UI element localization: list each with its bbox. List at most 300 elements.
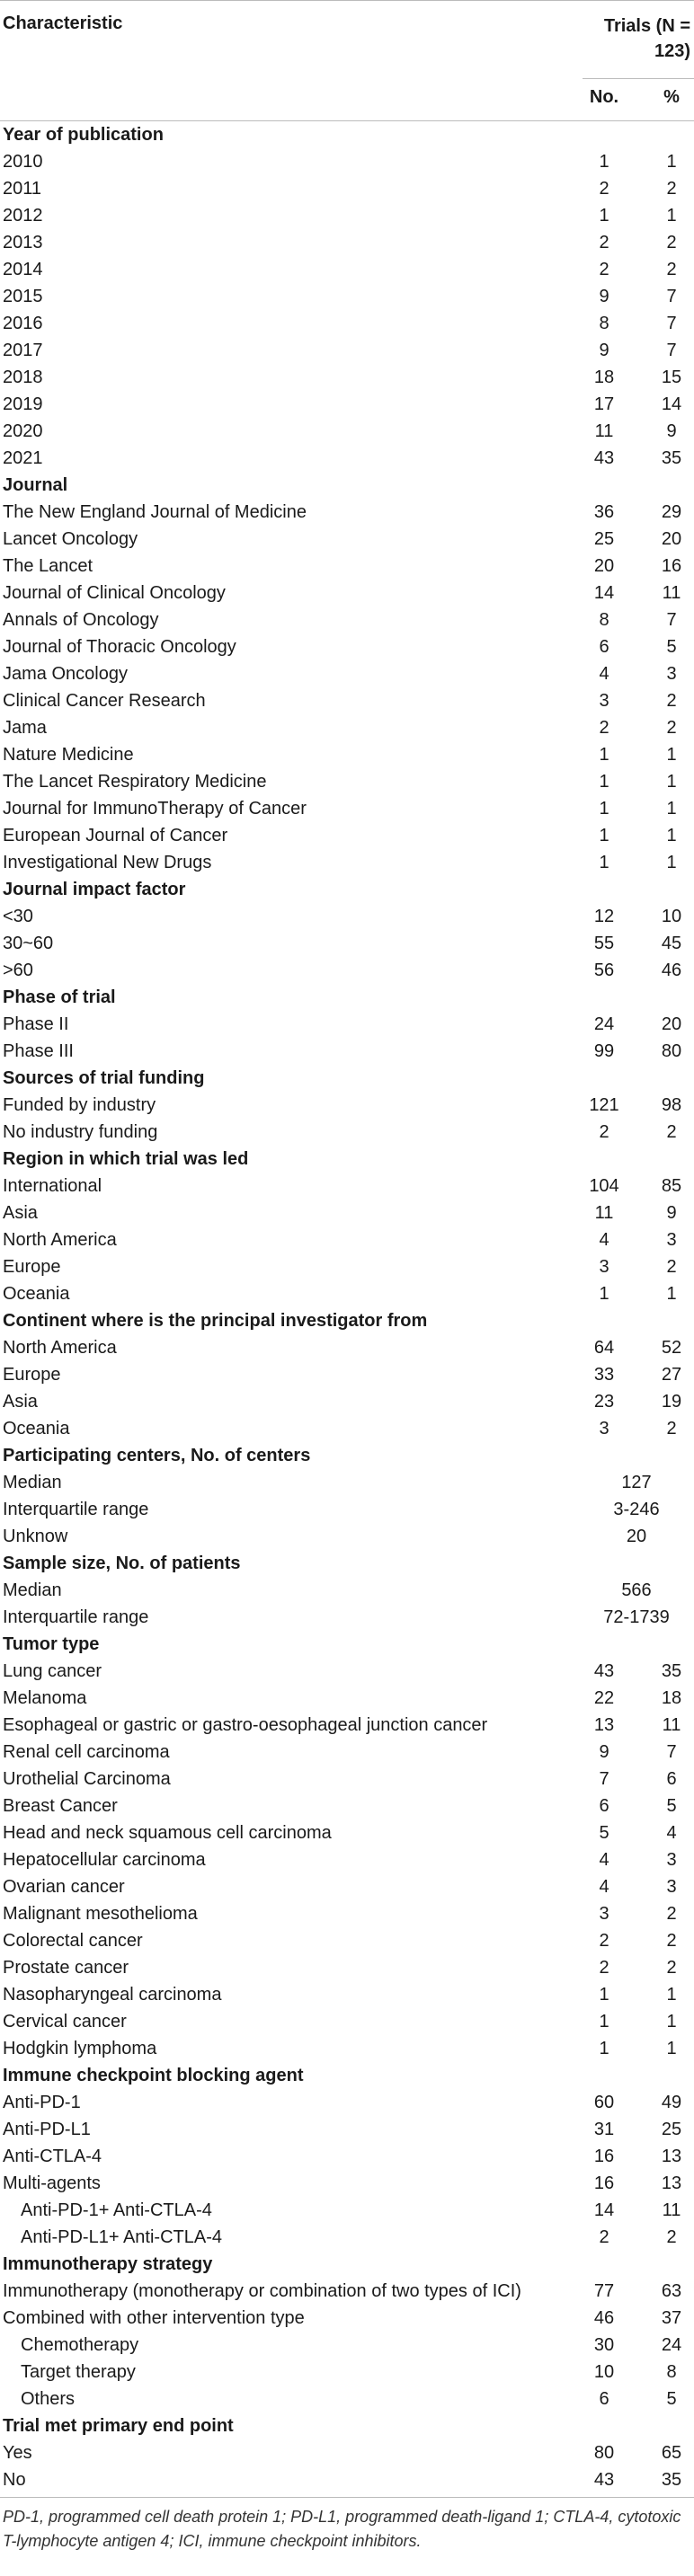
cell-count: 9 xyxy=(599,287,609,306)
cell-count: 23 xyxy=(593,1392,615,1412)
table-row xyxy=(0,1523,694,1550)
row-label: Hodgkin lymphoma xyxy=(3,2039,157,2058)
cell-count: 2 xyxy=(599,179,609,199)
cell-percent: 1 xyxy=(666,745,677,765)
table-row xyxy=(0,930,694,957)
row-label: 2018 xyxy=(3,367,43,387)
cell-count: 1 xyxy=(599,152,609,172)
cell-percent: 9 xyxy=(666,421,677,441)
table-row xyxy=(0,1388,694,1415)
table-row xyxy=(0,1927,694,1954)
cell-percent: 5 xyxy=(666,637,677,657)
cell-count: 25 xyxy=(593,529,615,549)
cell-count: 55 xyxy=(593,934,615,953)
table-row xyxy=(0,2008,694,2035)
row-label: 2017 xyxy=(3,341,43,360)
table-row xyxy=(0,849,694,876)
cell-percent: 2 xyxy=(666,1904,677,1924)
row-label: Cervical cancer xyxy=(3,2012,127,2032)
table-row xyxy=(0,1766,694,1793)
cell-count: 77 xyxy=(593,2281,615,2301)
section-heading-row xyxy=(0,472,694,499)
cell-percent: 7 xyxy=(666,1742,677,1762)
table-body xyxy=(0,121,694,2493)
table-row xyxy=(0,1280,694,1307)
table-row xyxy=(0,1685,694,1712)
cell-count: 1 xyxy=(599,2012,609,2032)
cell-value: 566 xyxy=(621,1580,652,1600)
row-label: Jama Oncology xyxy=(3,664,128,684)
cell-count: 3 xyxy=(599,1257,609,1277)
row-label: Asia xyxy=(3,1392,38,1412)
row-label: Malignant mesothelioma xyxy=(3,1904,198,1924)
cell-count: 20 xyxy=(593,556,615,576)
table-row xyxy=(0,2116,694,2143)
cell-count: 2 xyxy=(599,1931,609,1951)
table-row xyxy=(0,687,694,714)
row-label: Anti-CTLA-4 xyxy=(3,2147,102,2166)
cell-percent: 7 xyxy=(666,610,677,630)
cell-count: 3 xyxy=(599,1904,609,1924)
section-heading: Journal xyxy=(3,475,68,495)
cell-count: 14 xyxy=(593,2200,615,2220)
section-heading-row xyxy=(0,121,694,148)
cell-value: 20 xyxy=(626,1527,647,1546)
row-label: Oceania xyxy=(3,1284,70,1304)
cell-count: 9 xyxy=(599,341,609,360)
cell-percent: 14 xyxy=(661,394,682,414)
header-percent: % xyxy=(663,87,680,107)
row-label: Target therapy xyxy=(21,2362,136,2382)
row-label: Interquartile range xyxy=(3,1500,149,1519)
table-row xyxy=(0,337,694,364)
cell-percent: 2 xyxy=(666,179,677,199)
cell-percent: 1 xyxy=(666,152,677,172)
cell-count: 1 xyxy=(599,2039,609,2058)
table-row xyxy=(0,580,694,606)
table-row xyxy=(0,1173,694,1199)
cell-value: 72-1739 xyxy=(603,1607,670,1627)
cell-count: 56 xyxy=(593,960,615,980)
cell-count: 6 xyxy=(599,637,609,657)
cell-count: 3 xyxy=(599,1419,609,1438)
cell-percent: 15 xyxy=(661,367,682,387)
row-label: Journal of Thoracic Oncology xyxy=(3,637,236,657)
cell-percent: 3 xyxy=(666,664,677,684)
table-row xyxy=(0,606,694,633)
table-row xyxy=(0,795,694,822)
cell-count: 11 xyxy=(594,1203,614,1223)
table-footnote: PD-1, programmed cell death protein 1; PD-L1, programmed death-ligand 1; CTLA-4, cytotoxic T-lymphocyte antigen 4; ICI, immune checkpoint inhibitors. xyxy=(3,2508,681,2550)
cell-count: 60 xyxy=(593,2093,615,2112)
cell-percent: 1 xyxy=(666,799,677,819)
cell-percent: 98 xyxy=(661,1095,682,1115)
cell-percent: 2 xyxy=(666,260,677,279)
table-row xyxy=(0,1954,694,1981)
row-label: Melanoma xyxy=(3,1688,87,1708)
cell-percent: 2 xyxy=(666,1958,677,1978)
row-label: Unknow xyxy=(3,1527,68,1546)
cell-count: 2 xyxy=(599,718,609,738)
table-row xyxy=(0,1739,694,1766)
cell-percent: 2 xyxy=(666,1931,677,1951)
cell-count: 3 xyxy=(599,691,609,711)
subitem-row xyxy=(0,2197,694,2224)
row-label: <30 xyxy=(3,907,33,926)
row-label: Urothelial Carcinoma xyxy=(3,1769,171,1789)
row-label: Investigational New Drugs xyxy=(3,853,212,872)
cell-percent: 2 xyxy=(666,1419,677,1438)
row-label: 2013 xyxy=(3,233,43,252)
cell-percent: 11 xyxy=(662,583,681,603)
row-label: Median xyxy=(3,1473,62,1492)
cell-count: 31 xyxy=(593,2120,615,2139)
cell-percent: 20 xyxy=(661,1014,682,1034)
cell-percent: 18 xyxy=(661,1688,682,1708)
cell-percent: 1 xyxy=(666,853,677,872)
table-row xyxy=(0,445,694,472)
cell-percent: 7 xyxy=(666,287,677,306)
table-row xyxy=(0,526,694,553)
section-heading-row xyxy=(0,1550,694,1577)
row-label: No industry funding xyxy=(3,1122,158,1142)
row-label: Chemotherapy xyxy=(21,2335,139,2355)
row-label: Ovarian cancer xyxy=(3,1877,125,1897)
table-row xyxy=(0,1793,694,1819)
header-trials xyxy=(565,13,690,64)
table-row xyxy=(0,822,694,849)
table-row xyxy=(0,256,694,283)
table-row xyxy=(0,1253,694,1280)
cell-count: 8 xyxy=(599,610,609,630)
subitem-row xyxy=(0,2359,694,2386)
header-divider xyxy=(583,78,694,79)
row-label: Oceania xyxy=(3,1419,70,1438)
cell-value: 3-246 xyxy=(613,1500,660,1519)
row-label: The Lancet Respiratory Medicine xyxy=(3,772,267,792)
section-heading: Journal impact factor xyxy=(3,880,186,899)
table-row xyxy=(0,1334,694,1361)
table-row xyxy=(0,391,694,418)
row-label: 2011 xyxy=(3,179,42,199)
row-label: The Lancet xyxy=(3,556,93,576)
row-label: Head and neck squamous cell carcinoma xyxy=(3,1823,332,1843)
subitem-row xyxy=(0,2224,694,2251)
cell-count: 46 xyxy=(593,2308,615,2328)
cell-count: 24 xyxy=(593,1014,615,1034)
cell-count: 9 xyxy=(599,1742,609,1762)
section-heading-row xyxy=(0,1065,694,1092)
cell-percent: 11 xyxy=(662,2200,681,2220)
table-row xyxy=(0,1415,694,1442)
cell-percent: 1 xyxy=(666,2012,677,2032)
section-heading-row xyxy=(0,1631,694,1658)
section-heading: Immune checkpoint blocking agent xyxy=(3,2066,304,2085)
table-row xyxy=(0,1604,694,1631)
row-label: Renal cell carcinoma xyxy=(3,1742,170,1762)
cell-count: 16 xyxy=(593,2173,615,2193)
cell-count: 2 xyxy=(599,233,609,252)
cell-percent: 2 xyxy=(666,2227,677,2247)
row-label: Hepatocellular carcinoma xyxy=(3,1850,206,1870)
row-label: Phase III xyxy=(3,1041,74,1061)
table-row xyxy=(0,1846,694,1873)
cell-percent: 19 xyxy=(661,1392,682,1412)
row-label: Clinical Cancer Research xyxy=(3,691,206,711)
row-label: Breast Cancer xyxy=(3,1796,118,1816)
cell-percent: 2 xyxy=(666,691,677,711)
row-label: No xyxy=(3,2470,26,2490)
table-row xyxy=(0,310,694,337)
cell-count: 1 xyxy=(599,1284,609,1304)
row-label: >60 xyxy=(3,960,33,980)
row-label: International xyxy=(3,1176,102,1196)
table-row xyxy=(0,1469,694,1496)
cell-count: 121 xyxy=(589,1095,619,1115)
cell-percent: 27 xyxy=(661,1365,682,1385)
table-row xyxy=(0,1712,694,1739)
cell-percent: 6 xyxy=(666,1769,677,1789)
cell-percent: 9 xyxy=(666,1203,677,1223)
table-row xyxy=(0,660,694,687)
row-label: Annals of Oncology xyxy=(3,610,159,630)
cell-count: 2 xyxy=(599,2227,609,2247)
row-label: 2020 xyxy=(3,421,43,441)
table-row xyxy=(0,1900,694,1927)
cell-percent: 3 xyxy=(666,1877,677,1897)
cell-count: 1 xyxy=(599,826,609,845)
table-row xyxy=(0,148,694,175)
row-label: Lancet Oncology xyxy=(3,529,138,549)
header-no: No. xyxy=(589,87,619,107)
cell-count: 1 xyxy=(599,799,609,819)
table-row xyxy=(0,903,694,930)
cell-count: 18 xyxy=(593,367,615,387)
table-row xyxy=(0,1873,694,1900)
table-row xyxy=(0,714,694,741)
section-heading-row xyxy=(0,2062,694,2089)
cell-count: 12 xyxy=(593,907,615,926)
section-heading: Participating centers, No. of centers xyxy=(3,1446,311,1465)
cell-percent: 2 xyxy=(666,233,677,252)
cell-percent: 20 xyxy=(661,529,682,549)
table-row xyxy=(0,1199,694,1226)
row-label: Immunotherapy (monotherapy or combination of two types of ICI) xyxy=(3,2281,521,2301)
section-heading-row xyxy=(0,2412,694,2439)
table-row xyxy=(0,2305,694,2332)
cell-count: 2 xyxy=(599,260,609,279)
table-row xyxy=(0,418,694,445)
row-label: 2021 xyxy=(3,448,43,468)
cell-percent: 1 xyxy=(666,826,677,845)
row-label: 2012 xyxy=(3,206,43,226)
row-label: 2010 xyxy=(3,152,43,172)
cell-value: 127 xyxy=(621,1473,652,1492)
table-row xyxy=(0,283,694,310)
cell-percent: 35 xyxy=(661,2470,682,2490)
row-label: Others xyxy=(21,2389,76,2409)
table-row xyxy=(0,2035,694,2062)
cell-percent: 80 xyxy=(661,1041,682,1061)
row-label: North America xyxy=(3,1230,117,1250)
table-row xyxy=(0,175,694,202)
row-label: Anti-PD-L1 xyxy=(3,2120,91,2139)
cell-percent: 35 xyxy=(661,448,682,468)
row-label: Asia xyxy=(3,1203,38,1223)
section-heading: Continent where is the principal investigator from xyxy=(3,1311,428,1331)
cell-percent: 1 xyxy=(666,2039,677,2058)
cell-count: 22 xyxy=(593,1688,615,1708)
cell-count: 2 xyxy=(599,1122,609,1142)
table-row xyxy=(0,633,694,660)
section-heading: Phase of trial xyxy=(3,987,116,1007)
cell-percent: 7 xyxy=(666,341,677,360)
table-row xyxy=(0,2143,694,2170)
cell-count: 64 xyxy=(593,1338,615,1358)
cell-percent: 85 xyxy=(661,1176,682,1196)
cell-percent: 24 xyxy=(661,2335,682,2355)
cell-percent: 1 xyxy=(666,772,677,792)
cell-percent: 2 xyxy=(666,718,677,738)
cell-percent: 3 xyxy=(666,1230,677,1250)
table-row xyxy=(0,2170,694,2197)
row-label: Journal of Clinical Oncology xyxy=(3,583,226,603)
row-label: Combined with other intervention type xyxy=(3,2308,305,2328)
cell-count: 1 xyxy=(599,853,609,872)
cell-percent: 7 xyxy=(666,314,677,333)
row-label: Interquartile range xyxy=(3,1607,149,1627)
table-header xyxy=(0,0,694,121)
table-row xyxy=(0,499,694,526)
section-heading: Immunotherapy strategy xyxy=(3,2254,213,2274)
section-heading-row xyxy=(0,984,694,1011)
header-trials-line1: Trials (N = xyxy=(603,16,690,36)
cell-count: 1 xyxy=(599,1985,609,2005)
table-row xyxy=(0,2278,694,2305)
cell-count: 13 xyxy=(593,1715,615,1735)
cell-percent: 10 xyxy=(661,907,682,926)
table-row xyxy=(0,2466,694,2493)
cell-percent: 16 xyxy=(661,556,682,576)
cell-percent: 1 xyxy=(666,1985,677,2005)
table-row xyxy=(0,202,694,229)
row-label: Funded by industry xyxy=(3,1095,156,1115)
cell-count: 36 xyxy=(593,502,615,522)
cell-count: 5 xyxy=(599,1823,609,1843)
cell-count: 4 xyxy=(599,1877,609,1897)
cell-count: 1 xyxy=(599,745,609,765)
cell-count: 30 xyxy=(593,2335,615,2355)
row-label: Anti-PD-1+ Anti-CTLA-4 xyxy=(21,2200,212,2220)
cell-count: 2 xyxy=(599,1958,609,1978)
row-label: 2015 xyxy=(3,287,43,306)
table-row xyxy=(0,1226,694,1253)
cell-percent: 4 xyxy=(666,1823,677,1843)
table-row xyxy=(0,957,694,984)
cell-count: 1 xyxy=(599,206,609,226)
row-label: 2014 xyxy=(3,260,43,279)
section-heading: Region in which trial was led xyxy=(3,1149,249,1169)
row-label: Multi-agents xyxy=(3,2173,101,2193)
row-label: The New England Journal of Medicine xyxy=(3,502,307,522)
row-label: Lung cancer xyxy=(3,1661,102,1681)
row-label: Nasopharyngeal carcinoma xyxy=(3,1985,222,2005)
table-row xyxy=(0,1577,694,1604)
table-row xyxy=(0,768,694,795)
table-row xyxy=(0,1361,694,1388)
row-label: Esophageal or gastric or gastro-oesophageal junction cancer xyxy=(3,1715,488,1735)
section-heading-row xyxy=(0,2251,694,2278)
cell-count: 7 xyxy=(599,1769,609,1789)
table-row xyxy=(0,1496,694,1523)
cell-percent: 29 xyxy=(661,502,682,522)
cell-percent: 25 xyxy=(661,2120,682,2139)
section-heading-row xyxy=(0,1146,694,1173)
cell-percent: 3 xyxy=(666,1850,677,1870)
header-characteristic: Characteristic xyxy=(3,13,123,33)
cell-count: 43 xyxy=(593,2470,615,2490)
table-row xyxy=(0,2439,694,2466)
row-label: Europe xyxy=(3,1257,61,1277)
subitem-row xyxy=(0,2332,694,2359)
row-label: Phase II xyxy=(3,1014,69,1034)
table-row xyxy=(0,1658,694,1685)
subitem-row xyxy=(0,2386,694,2412)
cell-count: 4 xyxy=(599,1850,609,1870)
row-label: 2019 xyxy=(3,394,43,414)
cell-count: 33 xyxy=(593,1365,615,1385)
section-heading: Trial met primary end point xyxy=(3,2416,234,2436)
cell-count: 104 xyxy=(589,1176,619,1196)
row-label: 2016 xyxy=(3,314,43,333)
cell-percent: 5 xyxy=(666,2389,677,2409)
section-heading: Sample size, No. of patients xyxy=(3,1554,241,1573)
cell-count: 4 xyxy=(599,664,609,684)
section-heading-row xyxy=(0,1442,694,1469)
row-label: Median xyxy=(3,1580,62,1600)
cell-percent: 5 xyxy=(666,1796,677,1816)
cell-count: 8 xyxy=(599,314,609,333)
cell-count: 14 xyxy=(593,583,615,603)
table-row xyxy=(0,741,694,768)
cell-percent: 46 xyxy=(661,960,682,980)
cell-count: 4 xyxy=(599,1230,609,1250)
table-row xyxy=(0,1011,694,1038)
cell-percent: 8 xyxy=(666,2362,677,2382)
table-row xyxy=(0,1819,694,1846)
table-row xyxy=(0,1038,694,1065)
table-row xyxy=(0,364,694,391)
row-label: 30~60 xyxy=(3,934,54,953)
row-label: Yes xyxy=(3,2443,32,2463)
cell-percent: 37 xyxy=(661,2308,682,2328)
cell-percent: 35 xyxy=(661,1661,682,1681)
cell-count: 17 xyxy=(593,394,615,414)
table-row xyxy=(0,1119,694,1146)
header-trials-line2: 123) xyxy=(654,41,690,61)
row-label: Anti-PD-1 xyxy=(3,2093,81,2112)
row-label: Jama xyxy=(3,718,47,738)
cell-percent: 11 xyxy=(662,1715,681,1735)
cell-count: 16 xyxy=(593,2147,615,2166)
section-heading-row xyxy=(0,1307,694,1334)
cell-percent: 52 xyxy=(661,1338,682,1358)
row-label: Nature Medicine xyxy=(3,745,134,765)
cell-percent: 65 xyxy=(661,2443,682,2463)
cell-percent: 13 xyxy=(661,2173,682,2193)
row-label: Prostate cancer xyxy=(3,1958,129,1978)
cell-percent: 63 xyxy=(661,2281,682,2301)
